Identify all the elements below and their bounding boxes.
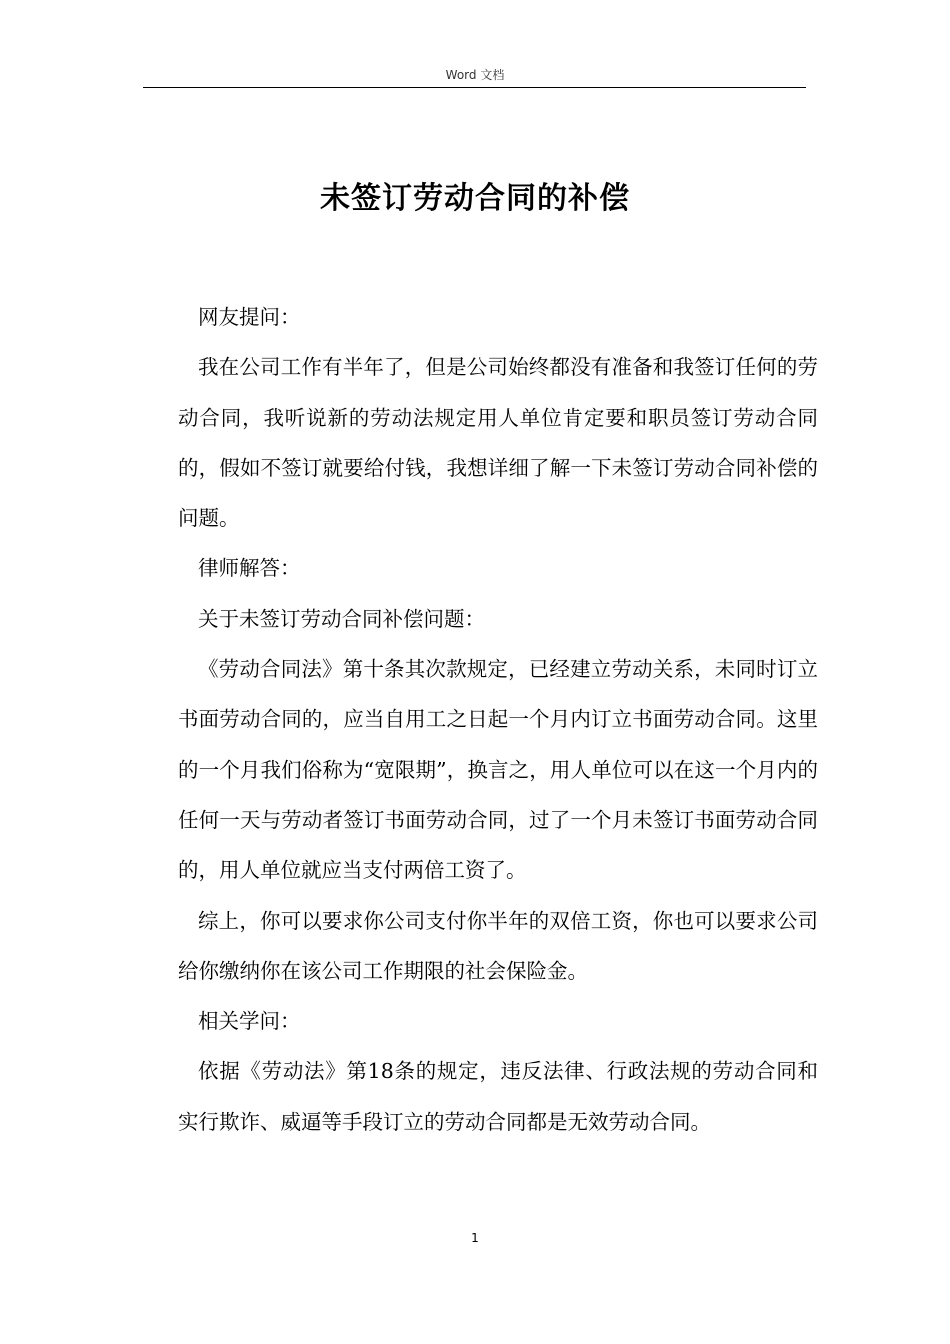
paragraph-answer-intro: 关于未签订劳动合同补偿问题： — [198, 606, 485, 631]
header-divider — [143, 87, 806, 88]
paragraph-answer-label: 律师解答： — [198, 556, 301, 581]
paragraph-law-article: 《劳动合同法》第十条其次款规定，已经建立劳动关系，未同时订立书面劳动合同的，应当自用工之日起一个月内订立书面劳动合同。这里的一个月我们俗称为“宽限期”，换言之，用人单位可以在这一个月内的任何一天与劳动者签订书面劳动合同，过了一个月未签订书面劳动合同的，用人单位就应当支付两倍工资了。 — [178, 657, 818, 883]
paragraph-question-label: 网友提问： — [198, 305, 301, 329]
paragraph-conclusion: 综上，你可以要求你公司支付你半年的双倍工资，你也可以要求公司给你缴纳你在该公司工作期限的社会保险金。 — [178, 908, 818, 983]
paragraph-related-law: 依据《劳动法》第18条的规定，违反法律、行政法规的劳动合同和实行欺诈、威逼等手段订立的劳动合同都是无效劳动合同。 — [178, 1059, 818, 1134]
paragraph-related-label: 相关学问： — [198, 1009, 301, 1034]
page-number: 1 — [471, 1231, 479, 1245]
document-title: 未签订劳动合同的补偿 — [320, 181, 630, 217]
document-body — [178, 292, 818, 1147]
page-header-text: Word 文档 — [445, 68, 505, 82]
paragraph-question: 我在公司工作有半年了，但是公司始终都没有准备和我签订任何的劳动合同，我听说新的劳动法规定用人单位肯定要和职员签订劳动合同的，假如不签订就要给付钱，我想详细了解一下未签订劳动合同补偿的问题。 — [178, 355, 818, 531]
